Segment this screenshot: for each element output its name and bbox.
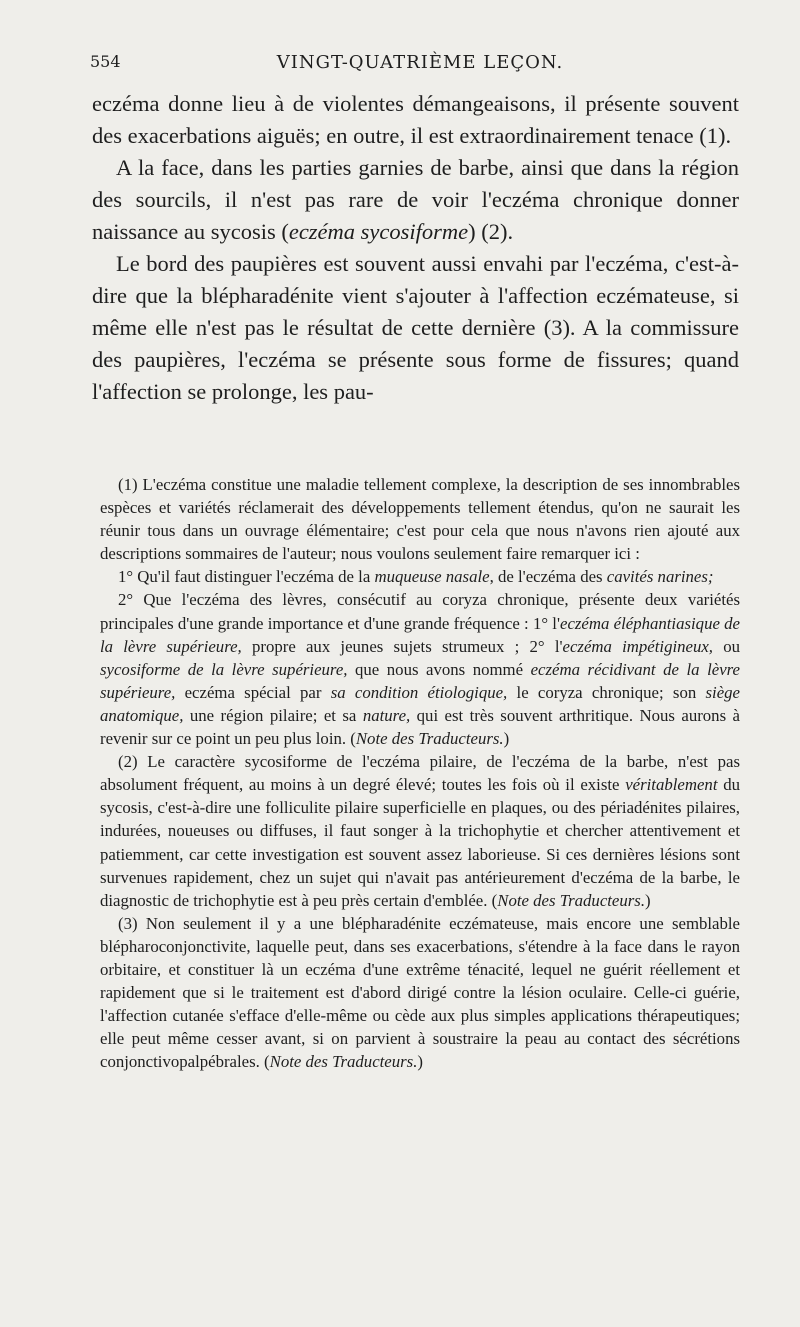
page-number: 554: [90, 52, 121, 71]
page-header: [90, 52, 750, 82]
footnotes: [100, 473, 740, 1073]
main-text: [92, 88, 739, 408]
paragraph-3: Le bord des paupières est souvent aussi envahi par l'eczéma, c'est-à-dire que la blépharadénite vient s'ajouter à l'affection eczémateuse, si même elle n'est pas le résultat de cette dernière (3). A la commissure des paupières, l'eczéma se présente sous forme de fissures; quand l'affection se prolonge, les pau-: [92, 251, 739, 404]
footnote-1-item-2: 2° Que l'eczéma des lèvres, consécutif au coryza chronique, présente deux variétés principales d'une grande importance et d'une grande fréquence : 1° l'eczéma éléphantiasique de la lèvre supérieure, propre aux jeunes sujets strumeux ; 2° l'eczéma impétigineux, ou sycosiforme de la lèvre supérieure, que nous avons nommé eczéma récidivant de la lèvre supérieure, eczéma spécial par sa condition étiologique, le coryza chronique; son siège anatomique, une région pilaire; et sa nature, qui est très souvent arthritique. Nous aurons à revenir sur ce point un peu plus loin. (Note des Traducteurs.): [100, 590, 741, 749]
paragraph-1: eczéma donne lieu à de violentes démangeaisons, il présente souvent des exacerbations aiguës; en outre, il est extraordinairement tenace (1).: [92, 91, 739, 148]
paragraph-2: A la face, dans les parties garnies de barbe, ainsi que dans la région des sourcils, il n'est pas rare de voir l'eczéma chronique donner naissance au sycosis (eczéma sycosiforme) (2).: [92, 155, 739, 244]
footnote-1: (1) L'eczéma constitue une maladie tellement complexe, la description de ses innombrables espèces et variétés réclamerait des développements tellement étendus, qu'on ne saurait les réunir tous dans un ouvrage élémentaire; c'est pour cela que nous n'avons rien ajouté aux descriptions sommaires de l'auteur; nous voulons seulement faire remarquer ici :: [100, 475, 740, 564]
footnote-2: (2) Le caractère sycosiforme de l'eczéma pilaire, de l'eczéma de la barbe, n'est pas absolument fréquent, au moins à un degré élevé; toutes les fois où il existe véritablement du sycosis, c'est-à-dire une folliculite pilaire superficielle en plaques, ou des périadénites pilaires, indurées, noueuses ou diffuses, il faut songer à la trichophytie et chercher attentivement et patiemment, car cette investigation est souvent assez laborieuse. Si ces dernières lésions sont survenues rapidement, chez un sujet qui n'avait pas antérieurement d'eczéma de la barbe, le diagnostic de trichophytie est à peu près certain d'emblée. (Note des Traducteurs.): [100, 752, 740, 910]
running-title: VINGT-QUATRIÈME LEÇON.: [276, 52, 564, 73]
footnote-1-item-1: 1° Qu'il faut distinguer l'eczéma de la muqueuse nasale, de l'eczéma des cavités narines;: [118, 567, 714, 587]
footnote-3: (3) Non seulement il y a une blépharadénite eczémateuse, mais encore une semblable blépharoconjonctivite, laquelle peut, dans ses exacerbations, s'étendre à la face dans le rayon orbitaire, et constituer là un eczéma d'une extrême ténacité, lequel ne guérit réellement et rapidement que si le traitement est d'abord dirigé contre la lésion oculaire. Celle-ci guérie, l'affection cutanée s'efface d'elle-même ou cède aux plus simples applications thérapeutiques; elle peut même cesser avant, si on parvient à soustraire la peau au contact des sécrétions conjonctivopalpébrales. (Note des Traducteurs.): [100, 913, 740, 1072]
